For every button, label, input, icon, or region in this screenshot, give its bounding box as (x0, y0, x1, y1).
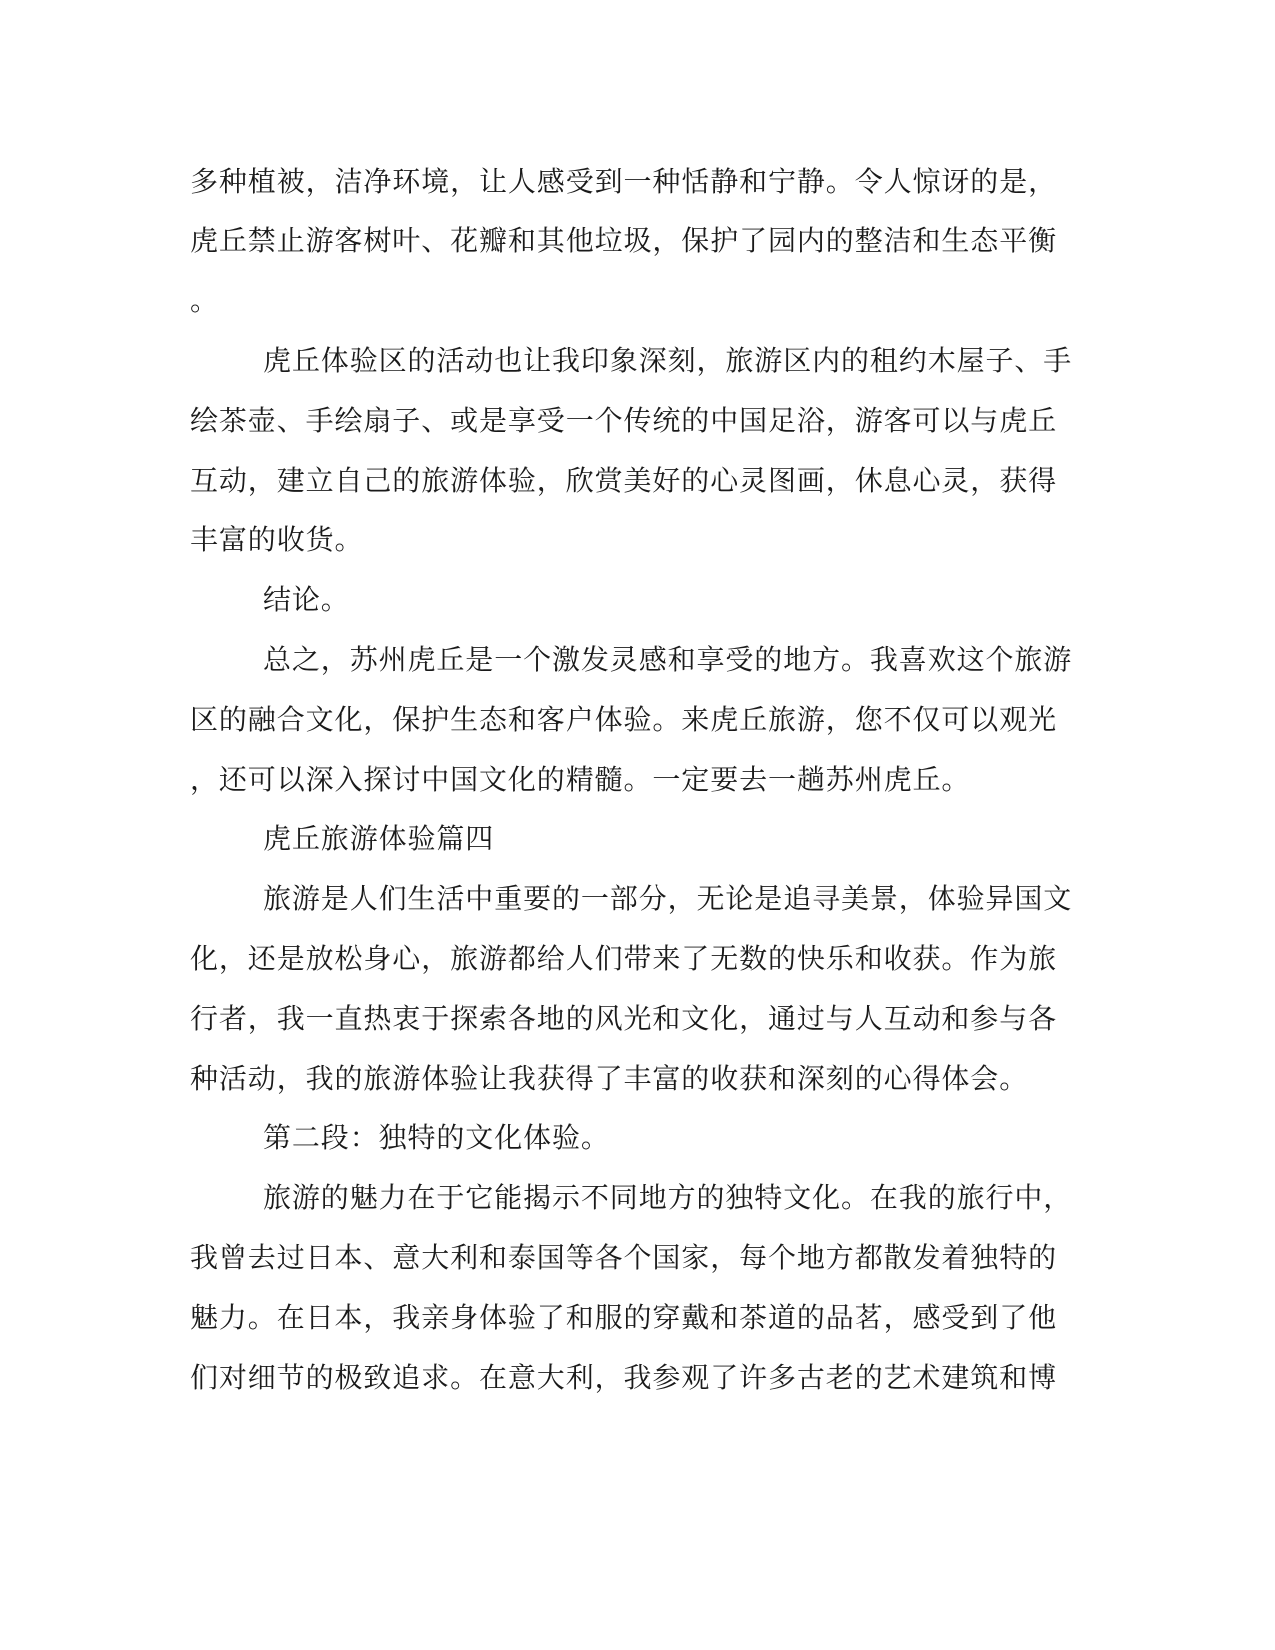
text-line: 。 (190, 284, 219, 317)
section-heading-conclusion: 结论。 (263, 583, 350, 616)
article-title: 虎丘旅游体验篇四 (263, 822, 495, 855)
text-line: 们对细节的极致追求。在意大利，我参观了许多古老的艺术建筑和博 (190, 1361, 1058, 1394)
paragraph-first-line: 总之，苏州虎丘是一个激发灵感和享受的地方。我喜欢这个旅游 (263, 643, 1073, 676)
text-line: ，还可以深入探讨中国文化的精髓。一定要去一趟苏州虎丘。 (190, 763, 971, 796)
paragraph-first-line: 旅游的魅力在于它能揭示不同地方的独特文化。在我的旅行中， (263, 1181, 1073, 1214)
text-line: 多种植被，洁净环境，让人感受到一种恬静和宁静。令人惊讶的是， (190, 165, 1058, 198)
paragraph-first-line: 虎丘体验区的活动也让我印象深刻，旅游区内的租约木屋子、手 (263, 344, 1073, 377)
section-heading: 第二段：独特的文化体验。 (263, 1121, 610, 1154)
text-line: 魅力。在日本，我亲身体验了和服的穿戴和茶道的品茗，感受到了他 (190, 1301, 1058, 1334)
text-line: 丰富的收货。 (190, 523, 364, 556)
paragraph-first-line: 旅游是人们生活中重要的一部分，无论是追寻美景，体验异国文 (263, 882, 1073, 915)
text-line: 互动，建立自己的旅游体验，欣赏美好的心灵图画，休息心灵，获得 (190, 464, 1058, 497)
text-line: 行者，我一直热衷于探索各地的风光和文化，通过与人互动和参与各 (190, 1002, 1058, 1035)
text-line: 虎丘禁止游客树叶、花瓣和其他垃圾，保护了园内的整洁和生态平衡 (190, 224, 1058, 257)
text-line: 绘茶壶、手绘扇子、或是享受一个传统的中国足浴，游客可以与虎丘 (190, 404, 1058, 437)
text-line: 种活动，我的旅游体验让我获得了丰富的收获和深刻的心得体会。 (190, 1062, 1029, 1095)
text-line: 化，还是放松身心，旅游都给人们带来了无数的快乐和收获。作为旅 (190, 942, 1058, 975)
text-line: 区的融合文化，保护生态和客户体验。来虎丘旅游，您不仅可以观光 (190, 703, 1058, 736)
text-line: 我曾去过日本、意大利和泰国等各个国家，每个地方都散发着独特的 (190, 1241, 1058, 1274)
